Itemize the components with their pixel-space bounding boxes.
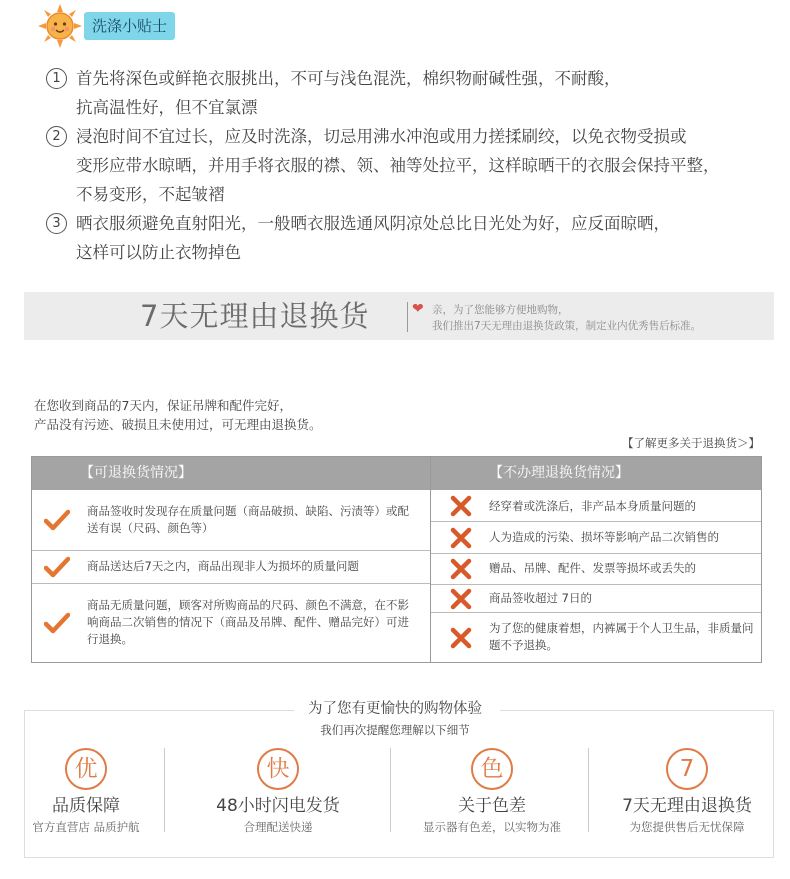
check-icon <box>44 612 70 634</box>
intro-line: 产品没有污迹、破损且未使用过，可无理由退换货。 <box>34 417 322 432</box>
washing-tips-header <box>38 4 198 44</box>
banner-subtitle-line: 亲，为了您能够方便地购物， <box>432 304 569 316</box>
banner-divider <box>407 302 408 332</box>
returnable-text: 商品送达后7天之内，商品出现非人为损坏的质量问题 <box>87 559 359 573</box>
feature-quality <box>1 748 171 835</box>
returnable-row <box>32 584 430 662</box>
tip-item <box>44 122 774 209</box>
tip-line: 晒衣服须避免直射阳光，一般晒衣服选通风阴凉处总比日光处为好，应反面晾晒， <box>76 214 670 233</box>
cross-icon <box>450 495 472 517</box>
tip-number: 1 <box>46 68 67 89</box>
tip-line: 这样可以防止衣物掉色 <box>76 243 241 262</box>
tip-line: 首先将深色或鲜艳衣服挑出，不可与浅色混洗，棉织物耐碱性强，不耐酸， <box>76 69 621 88</box>
returnable-text: 商品无质量问题，顾客对所购商品的尺码、颜色不满意，在不影响商品二次销售的情况下（商品及吊牌、配件、赠品完好）可进行退换。 <box>87 598 409 646</box>
feature-shipping <box>193 748 363 835</box>
nonreturnable-text: 赠品、吊牌、配件、发票等损坏或丢失的 <box>489 561 696 575</box>
feature-divider <box>588 748 589 832</box>
banner-title: 7天无理由退换货 <box>140 299 370 333</box>
tip-item <box>44 64 774 122</box>
nonreturnable-row <box>431 585 761 612</box>
washing-tips-list <box>44 64 774 267</box>
returnable-row <box>32 551 430 583</box>
cross-icon <box>450 558 472 580</box>
tip-line: 浸泡时间不宜过长，应及时洗涤，切忌用沸水冲泡或用力搓揉刷绞，以免衣物受损或 <box>76 127 687 146</box>
tip-number: 3 <box>46 213 67 234</box>
returnable-row <box>32 491 430 550</box>
tip-line: 抗高温性好，但不宜氯漂 <box>76 98 258 117</box>
cross-icon <box>450 627 472 649</box>
quality-badge-icon: 优 <box>65 748 107 790</box>
experience-subtitle: 我们再次提醒您理解以下细节 <box>320 723 470 737</box>
nonreturnable-row <box>431 554 761 584</box>
feature-title: 7天无理由退换货 <box>622 796 752 816</box>
learn-more-link[interactable]: 【了解更多关于退换货＞】 <box>622 436 760 450</box>
feature-returns <box>602 748 772 835</box>
feature-subtitle: 官方直营店 品质护航 <box>32 820 140 834</box>
cross-icon <box>450 588 472 610</box>
sun-icon <box>38 4 82 48</box>
feature-divider <box>164 748 165 832</box>
returns-table <box>31 456 762 663</box>
check-icon <box>44 509 70 531</box>
banner-subtitle <box>432 302 701 334</box>
tip-number: 2 <box>46 126 67 147</box>
nonreturnable-text: 人为造成的污染、损坏等影响产品二次销售的 <box>489 530 719 544</box>
nonreturnable-text: 为了您的健康着想，内裤属于个人卫生品，非质量问题不予退换。 <box>489 621 754 652</box>
nonreturnable-text: 商品签收超过 7日的 <box>489 591 592 605</box>
banner-subtitle-line: 我们推出7天无理由退换货政策，制定业内优秀售后标准。 <box>432 320 702 332</box>
nonreturnable-row <box>431 613 761 662</box>
return-intro <box>34 396 322 434</box>
feature-subtitle: 显示器有色差，以实物为准 <box>423 820 561 834</box>
feature-color <box>407 748 577 835</box>
feature-title: 关于色差 <box>458 796 526 816</box>
nonreturnable-header: 【不办理退换货情况】 <box>431 457 761 490</box>
nonreturnable-row <box>431 522 761 553</box>
fast-badge-icon: 快 <box>257 748 299 790</box>
feature-title: 48小时闪电发货 <box>216 796 340 816</box>
color-badge-icon: 色 <box>471 748 513 790</box>
tip-line: 不易变形，不起皱褶 <box>76 185 225 204</box>
nonreturnable-row <box>431 491 761 521</box>
cross-icon <box>450 527 472 549</box>
check-icon <box>44 556 70 578</box>
returnable-text: 商品签收时发现存在质量问题（商品破损、缺陷、污渍等）或配送有误（尺码、颜色等） <box>87 504 409 535</box>
intro-line: 在您收到商品的7天内，保证吊牌和配件完好， <box>34 398 292 413</box>
experience-title: 为了您有更愉快的购物体验 <box>308 701 482 717</box>
seven-day-badge-icon: 7 <box>666 748 708 790</box>
feature-divider <box>390 748 391 832</box>
tip-item <box>44 209 774 267</box>
heart-icon: ❤ <box>412 301 424 317</box>
feature-subtitle: 为您提供售后无忧保障 <box>629 820 745 834</box>
returnable-header: 【可退换货情况】 <box>32 457 430 490</box>
feature-title: 品质保障 <box>52 796 120 816</box>
nonreturnable-text: 经穿着或洗涤后，非产品本身质量问题的 <box>489 499 696 513</box>
washing-tips-title: 洗涤小贴士 <box>84 12 175 40</box>
return-policy-banner <box>24 292 774 340</box>
tip-line: 变形应带水晾晒，并用手将衣服的襟、领、袖等处拉平，这样晾晒干的衣服会保持平整， <box>76 156 720 175</box>
feature-subtitle: 合理配送快递 <box>243 820 313 834</box>
